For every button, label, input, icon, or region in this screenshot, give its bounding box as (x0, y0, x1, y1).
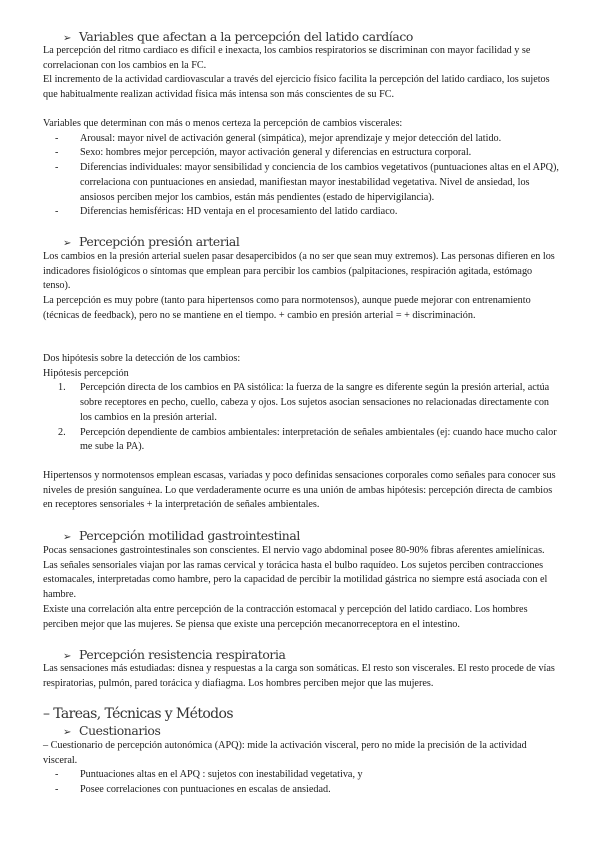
arrow-bullet-icon: ➢ (63, 727, 71, 738)
heading-gastro: ➢ Percepción motilidad gastrointestinal (63, 528, 300, 546)
heading-respiratory: ➢ Percepción resistencia respiratoria (63, 647, 286, 665)
pressure-conclusion (43, 469, 561, 513)
bullet-list (43, 768, 561, 797)
heading-questionnaires: ➢ Cuestionarios (63, 723, 160, 741)
paragraph: Existe una correlación alta entre percepción de la contracción estomacal y percepción del latido cardiaco. Los hombres perciben mejor que las mujeres. Se piensa que existe una percepción mecanorreceptora en el intestino. (43, 603, 528, 630)
list-item: 1. Percepción directa de los cambios en PA sistólica: la fuerza de la sangre es diferente según la presión arterial, actúa sobre receptores en pecho, cuello, cabeza y ojos. Los sujetos asocian sensaciones no relacionadas directamente con los cambios en la presión arterial. (58, 382, 550, 423)
paragraph: – Cuestionario de percepción autonómica (APQ): mide la activación visceral, pero no mide la precisión de la actividad visceral. (43, 740, 527, 766)
list-intro: Variables que determinan con más o menos certeza la percepción de cambios viscerales: (43, 118, 403, 129)
list-item: - Diferencias hemisféricas: HD ventaja en el procesamiento del latido cardiaco. (55, 206, 398, 218)
hypotheses-subtitle: Hipótesis percepción (43, 367, 129, 379)
bullet-list (43, 132, 561, 220)
list-item: - Diferencias individuales: mayor sensibilidad y conciencia de los cambios vegetativos (puntuaciones altas en el APQ), correlaciona con puntuaciones en ansiedad, manifiestan mayor inestabilidad vegetativa. Nivel de ansiedad, los ansiosos perciben mejor los cambios, están más pendientes (estado de hipervigilancia). (55, 162, 559, 203)
paragraph: Las sensaciones más estudiadas: disnea y respuestas a la carga son somáticas. El resto son viscerales. El resto procede de vías respiratorias, pulmón, pared torácica y diafiagma. Los hombres perciben mejor que las mujeres. (43, 663, 555, 689)
arrow-bullet-icon: ➢ (63, 532, 71, 543)
paragraph: El incremento de la actividad cardiovascular a través del ejercicio físico facilita la percepción del latido cardiaco, los sujetos que habitualmente realizan actividad física más intensa son más conscientes de su FC. (43, 74, 550, 101)
paragraph: Los cambios en la presión arterial suelen pasar desapercibidos (a no ser que sean muy extremos). Las personas difieren en los indicadores fisiológicos o síntomas que emplean para percibir los cambios (palpitaciones, respiración agitada, estómago tenso). (43, 251, 555, 292)
paragraph: Pocas sensaciones gastrointestinales son conscientes. El nervio vago abdominal posee 80-90% fibras aferentes amielínicas. Las señales sensoriales viajan por las ramas cervical y torácica hasta el bulbo raquídeo. Los sujetos perciben contracciones estomacales, interpretadas como hambre, pero la capacidad de percibir la motilidad gástrica no siempre está asociada con el hambre. (43, 545, 548, 601)
pressure-body (43, 250, 561, 324)
list-item: 2. Percepción dependiente de cambios ambientales: interpretación de señales ambientales (ej: cuando hace mucho calor me sube la PA). (58, 426, 557, 453)
heading-pressure: ➢ Percepción presión arterial (63, 234, 239, 252)
arrow-bullet-icon: ➢ (63, 33, 71, 44)
list-item: - Posee correlaciones con puntuaciones en escalas de ansiedad. (55, 784, 331, 796)
paragraph: La percepción del ritmo cardiaco es difícil e inexacta, los cambios respiratorios se discriminan con mayor facilidad y se correlacionan con los cambios en la FC. (43, 45, 531, 71)
pressure-hypotheses (43, 352, 561, 455)
heading-methods: – Tareas, Técnicas y Métodos (43, 706, 233, 722)
arrow-bullet-icon: ➢ (63, 238, 71, 249)
hypotheses-intro: Dos hipótesis sobre la detección de los cambios: (43, 353, 241, 364)
list-item: - Puntuaciones altas en el APQ : sujetos con inestabilidad vegetativa, y (55, 769, 363, 781)
cardiac-variables (43, 117, 561, 220)
respiratory-body (43, 662, 561, 691)
gastro-body (43, 544, 561, 632)
list-item: - Arousal: mayor nivel de activación general (simpática), mejor aprendizaje y mejor detección del latido. (55, 132, 502, 144)
heading-cardiac: ➢ Variables que afectan a la percepción del latido cardíaco (63, 29, 413, 47)
paragraph: La percepción es muy pobre (tanto para hipertensos como para normotensos), aunque puede mejorar con entrenamiento (técnicas de feedback), pero no se mantiene en el tiempo. + cambio en presión arterial = + discriminación. (43, 295, 531, 321)
methods-body (43, 739, 561, 798)
arrow-bullet-icon: ➢ (63, 651, 71, 662)
numbered-list (43, 381, 561, 455)
cardiac-body (43, 44, 561, 103)
paragraph: Hipertensos y normotensos emplean escasas, variadas y poco definidas sensaciones corporales como señales para conocer sus niveles de presión sanguínea. Lo que verdaderamente ocurre es una unión de ambas hipótesis: percepción directa de cambios en receptores sensoriales + la interpretación de señales ambientales. (43, 470, 556, 511)
list-item: - Sexo: hombres mejor percepción, mayor activación general y diferencias en estructura corporal. (55, 147, 472, 159)
